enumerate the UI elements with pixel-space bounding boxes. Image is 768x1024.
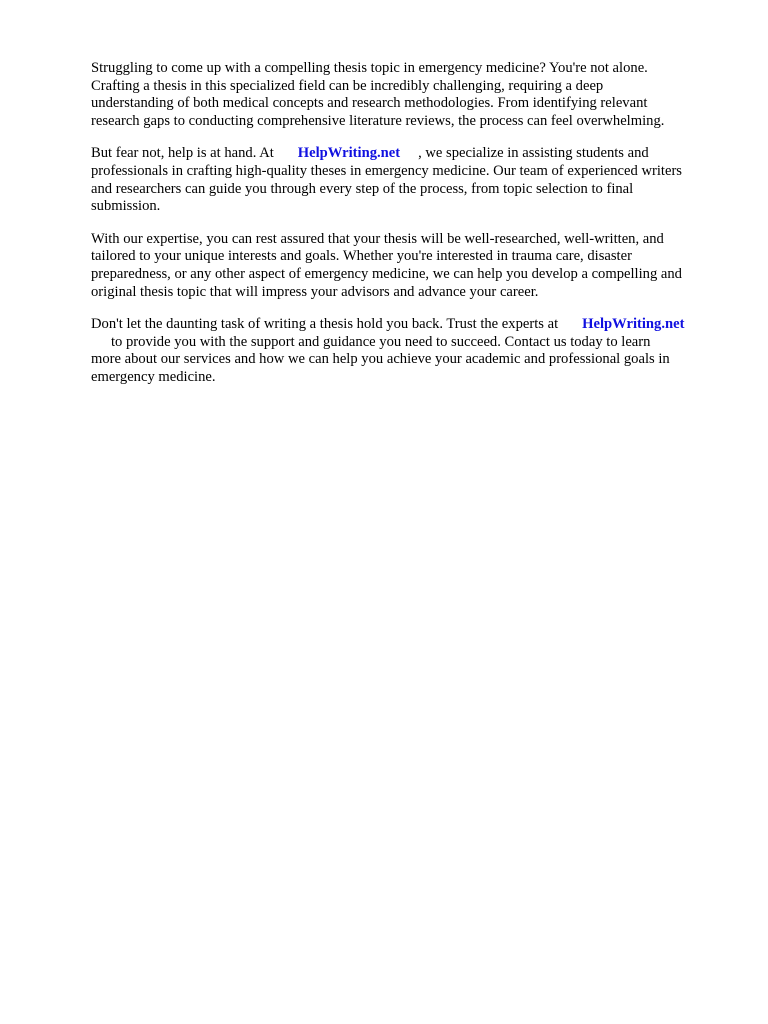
text-line: more about our services and how we can help you achieve your academic and professional goals in	[91, 351, 670, 368]
text-line: understanding of both medical concepts and research methodologies. From identifying relevant	[91, 95, 648, 112]
paragraph-expertise	[91, 231, 731, 301]
text-fragment: , we specialize in assisting students and	[418, 145, 649, 162]
text-line	[91, 316, 731, 334]
text-fragment: Don't let the daunting task of writing a thesis hold you back. Trust the experts at	[91, 316, 559, 333]
text-line: Struggling to come up with a compelling thesis topic in emergency medicine? You're not alone.	[91, 60, 648, 76]
text-line: original thesis topic that will impress your advisors and advance your career.	[91, 283, 539, 300]
text-line	[91, 334, 731, 352]
text-line: research gaps to conducting comprehensive literature reviews, the process can feel overwhelming.	[91, 112, 665, 129]
paragraph-help	[91, 145, 731, 215]
paragraph-intro	[91, 60, 731, 130]
text-line: and researchers can guide you through every step of the process, from topic selection to final	[91, 180, 634, 197]
text-line: professionals in crafting high-quality theses in emergency medicine. Our team of experienced writers	[91, 162, 682, 179]
document-body	[91, 60, 731, 402]
text-line: preparedness, or any other aspect of emergency medicine, we can help you develop a compelling and	[91, 265, 682, 282]
helpwriting-link[interactable]: HelpWriting.net	[297, 145, 401, 162]
text-line: Crafting a thesis in this specialized field can be incredibly challenging, requiring a deep	[91, 77, 604, 94]
text-line: emergency medicine.	[91, 368, 216, 385]
text-line: tailored to your unique interests and goals. Whether you're interested in trauma care, disaster	[91, 248, 632, 265]
text-line: With our expertise, you can rest assured that your thesis will be well-researched, well-written, and	[91, 230, 664, 247]
paragraph-call-to-action	[91, 316, 731, 386]
text-fragment: But fear not, help is at hand. At	[91, 145, 274, 162]
text-line	[91, 145, 731, 163]
text-line: submission.	[91, 198, 161, 215]
text-fragment: to provide you with the support and guidance you need to succeed. Contact us today to learn	[111, 333, 651, 350]
helpwriting-link[interactable]: HelpWriting.net	[582, 316, 685, 333]
